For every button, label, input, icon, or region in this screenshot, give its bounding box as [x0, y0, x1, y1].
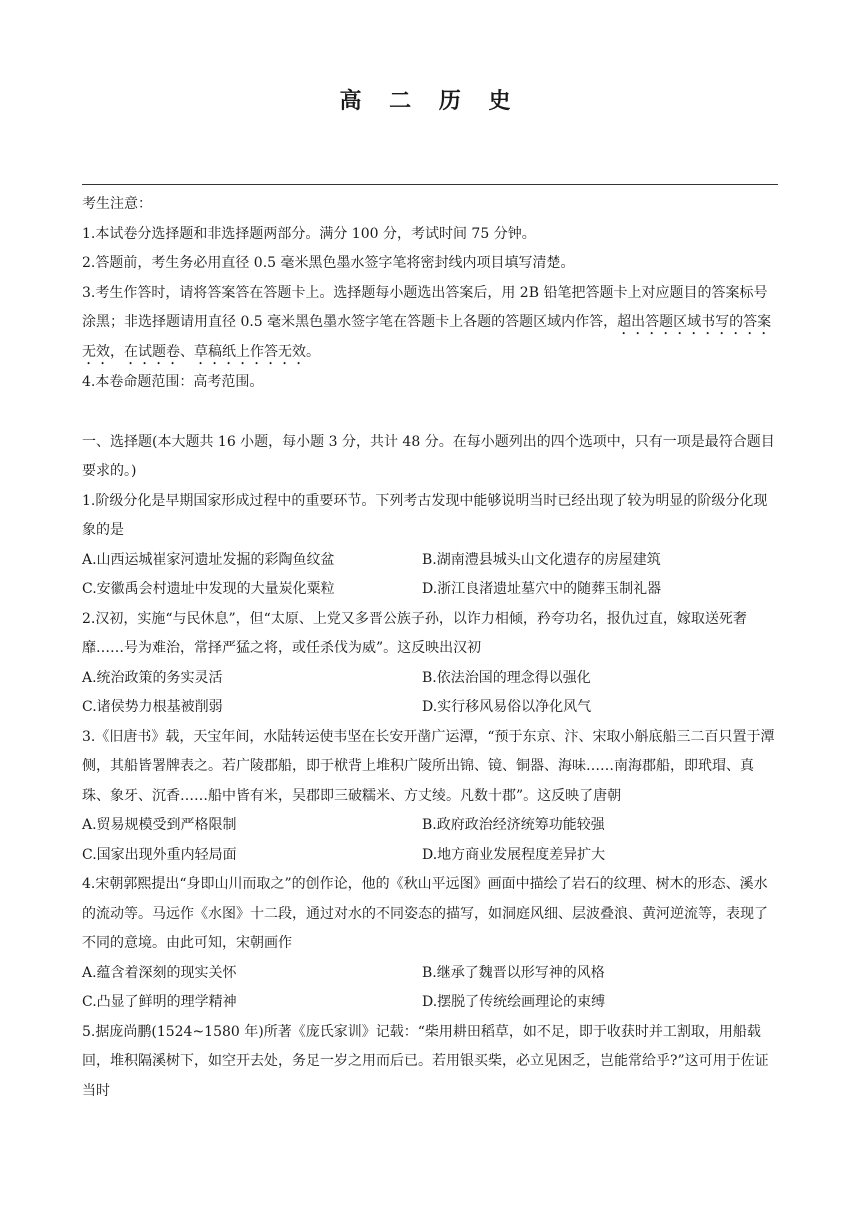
- option-b: B.政府政治经济统筹功能较强: [422, 817, 605, 833]
- option-c: C.安徽禹会村遗址中发现的大量炭化粟粒: [82, 581, 335, 597]
- notice-text: ，: [110, 344, 124, 360]
- question-5: [82, 1018, 778, 1107]
- option-a: A.贸易规模受到严格限制: [82, 817, 237, 833]
- question-stem: 2.汉初，实施“与民休息”，但“太原、上党又多晋公族子孙，以诈力相倾，矜夸功名，报仇过直，嫁取送死奢靡……号为难治，常择严猛之将，或任杀伐为威”。这反映出汉初: [82, 610, 747, 656]
- question-stem: 3.《旧唐书》载，天宝年间，水陆转运使韦坚在长安开凿广运潭，“预于东京、汴、宋取小斛底船三二百只置于潭侧，其船皆署牌表之。若广陵郡船，即于栿背上堆积广陵所出锦、镜、铜器、海味……南海郡船，即玳瑁、真珠、象牙、沉香……船中皆有米，吴郡即三破糯米、方丈绫。凡数十郡”。这反映了唐朝: [82, 728, 775, 804]
- question-stem: 1.阶级分化是早期国家形成过程中的重要环节。下列考古发现中能够说明当时已经出现了较为明显的阶级分化现象的是: [82, 492, 768, 538]
- question-options: [82, 959, 778, 1018]
- option-b: B.湖南澧县城头山文化遗存的房屋建筑: [422, 551, 661, 568]
- notice-text: 。: [306, 344, 320, 360]
- option-d: D.实行移风易俗以净化风气: [422, 699, 592, 715]
- notice-item: 1.本试卷分选择题和非选择题两部分。满分 100 分，考试时间 75 分钟。: [82, 225, 536, 242]
- question-stem: 4.宋朝郭熙提出“身即山川而取之”的创作论，他的《秋山平远图》画面中描绘了岩石的纹理、树木的形态、溪水的流动等。马远作《水图》十二段，通过对水的不同姿态的描写，如洞庭风细、层波叠浪、黄河逆流等，表现了不同的意境。由此可知，宋朝画作: [82, 876, 768, 951]
- question-options: [82, 546, 778, 605]
- option-c: C.凸显了鲜明的理学精神: [82, 994, 237, 1010]
- option-b: B.继承了魏晋以形写神的风格: [422, 964, 605, 981]
- exam-content: [82, 190, 778, 1106]
- question-3: [82, 723, 778, 871]
- option-a: A.山西运城崔家河遗址发掘的彩陶鱼纹盆: [82, 551, 335, 568]
- notice-item: [82, 279, 778, 369]
- question-stem: 5.据庞尚鹏(1524~1580 年)所著《庞氏家训》记载：“柴用耕田稻草，如不足，即于收获时并工割取，用船载回，堆积隔溪树下，如空开去处，务足一岁之用而后已。若用银买柴，必立见困乏，岂能常给乎?”这可用于佐证当时: [82, 1023, 769, 1099]
- option-d: D.摆脱了传统绘画理论的束缚: [422, 994, 606, 1010]
- option-a: A.统治政策的务实灵活: [82, 669, 223, 686]
- option-b: B.依法治国的理念得以强化: [422, 669, 591, 686]
- emphasized-text: 在试题卷、草稿纸上作答无效: [124, 344, 306, 360]
- question-4: [82, 870, 778, 1018]
- question-options: [82, 811, 778, 870]
- option-d: D.浙江良渚遗址墓穴中的随葬玉制礼器: [422, 581, 662, 597]
- header-divider: [82, 184, 778, 185]
- emphasized-text: 超出答题区域书写的答案无效: [82, 314, 772, 360]
- notice-block: [82, 190, 778, 398]
- option-c: C.国家出现外重内轻局面: [82, 846, 237, 863]
- page-title: 高 二 历 史: [339, 89, 521, 114]
- notice-item: 4.本卷命题范围：高考范围。: [82, 374, 264, 390]
- option-c: C.诸侯势力根基被削弱: [82, 699, 223, 715]
- question-1: [82, 487, 778, 605]
- notice-heading: 考生注意：: [82, 196, 152, 212]
- notice-text: 3.考生作答时，请将答案答在答题卡上。选择题每小题选出答案后，用 2B 铅笔把答题卡上对应题目的答案标号涂黑；非选择题请用直径 0.5 毫米黑色墨水签字笔在答题卡上各题的答题区域内作答，: [82, 284, 768, 330]
- question-options: [82, 664, 778, 723]
- notice-item: 2.答题前，考生务必用直径 0.5 毫米黑色墨水签字笔将密封线内项目填写清楚。: [82, 255, 575, 271]
- option-d: D.地方商业发展程度差异扩大: [422, 846, 606, 863]
- option-a: A.蕴含着深刻的现实关怀: [82, 964, 237, 981]
- question-2: [82, 605, 778, 723]
- section-heading: 一、选择题(本大题共 16 小题，每小题 3 分，共计 48 分。在每小题列出的四个选项中，只有一项是最符合题目要求的。): [82, 433, 775, 479]
